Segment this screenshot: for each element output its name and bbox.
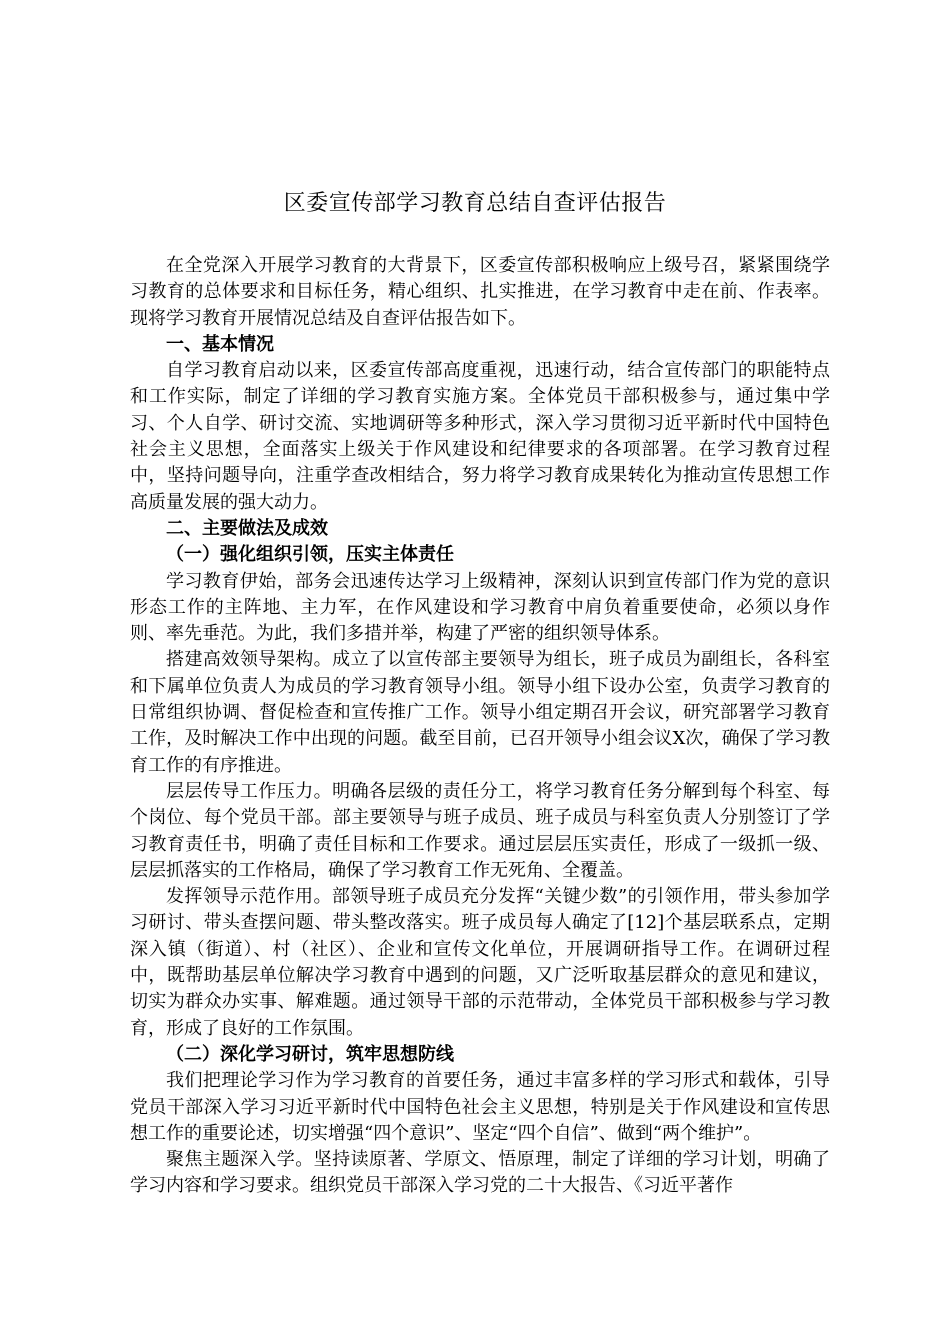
subsection-heading-2: （二）深化学习研讨，筑牢思想防线 [166,1043,454,1065]
paragraph-org-1: 学习教育伊始，部务会迅速传达学习上级精神，深刻认识到宣传部门作为党的意识形态工作的主阵地、主力军，在作风建设和学习教育中肩负着重要使命，必须以身作则、率先垂范。为此，我们多措并举，构建了严密的组织领导体系。 [130,570,830,645]
section-heading-2: 二、主要做法及成效 [166,517,328,539]
document-title: 区委宣传部学习教育总结自查评估报告 [283,191,667,216]
paragraph-study-2: 聚焦主题深入学。坚持读原著、学原文、悟原理，制定了详细的学习计划，明确了学习内容和学习要求。组织党员干部深入学习党的二十大报告、《习近平著作 [130,1149,830,1197]
paragraph-org-2: 搭建高效领导架构。成立了以宣传部主要领导为组长，班子成员为副组长，各科室和下属单位负责人为成员的学习教育领导小组。领导小组下设办公室，负责学习教育的日常组织协调、督促检查和宣传推广工作。领导小组定期召开会议，研究部署学习教育工作，及时解决工作中出现的问题。截至目前，已召开领导小组会议X次，确保了学习教育工作的有序推进。 [130,649,830,776]
paragraph-org-4: 发挥领导示范作用。部领导班子成员充分发挥“关键少数”的引领作用，带头参加学习研讨、带头查摆问题、带头整改落实。班子成员每人确定了[12]个基层联系点，定期深入镇（街道）、村（社区）、企业和宣传文化单位，开展调研指导工作。在调研过程中，既帮助基层单位解决学习教育中遇到的问题，又广泛听取基层群众的意见和建议，切实为群众办实事、解难题。通过领导干部的示范带动，全体党员干部积极参与学习教育，形成了良好的工作氛围。 [130,886,830,1039]
paragraph-study-1: 我们把理论学习作为学习教育的首要任务，通过丰富多样的学习形式和载体，引导党员干部深入学习习近平新时代中国特色社会主义思想，特别是关于作风建设和宣传思想工作的重要论述，切实增强“四个意识”、坚定“四个自信”、做到“两个维护”。 [130,1070,830,1144]
document-body [130,253,830,1200]
paragraph-basic: 自学习教育启动以来，区委宣传部高度重视，迅速行动，结合宣传部门的职能特点和工作实际，制定了详细的学习教育实施方案。全体党员干部积极参与，通过集中学习、个人自学、研讨交流、实地调研等多种形式，深入学习贯彻习近平新时代中国特色社会主义思想，全面落实上级关于作风建设和纪律要求的各项部署。在学习教育过程中，坚持问题导向，注重学查改相结合，努力将学习教育成果转化为推动宣传思想工作高质量发展的强大动力。 [130,360,830,513]
paragraph-intro: 在全党深入开展学习教育的大背景下，区委宣传部积极响应上级号召，紧紧围绕学习教育的总体要求和目标任务，精心组织、扎实推进，在学习教育中走在前、作表率。现将学习教育开展情况总结及自查评估报告如下。 [130,255,830,329]
paragraph-org-3: 层层传导工作压力。明确各层级的责任分工，将学习教育任务分解到每个科室、每个岗位、每个党员干部。部主要领导与班子成员、班子成员与科室负责人分别签订了学习教育责任书，明确了责任目标和工作要求。通过层层压实责任，形成了一级抓一级、层层抓落实的工作格局，确保了学习教育工作无死角、全覆盖。 [130,780,830,881]
section-heading-1: 一、基本情况 [166,333,274,355]
subsection-heading-1: （一）强化组织引领，压实主体责任 [166,544,454,566]
